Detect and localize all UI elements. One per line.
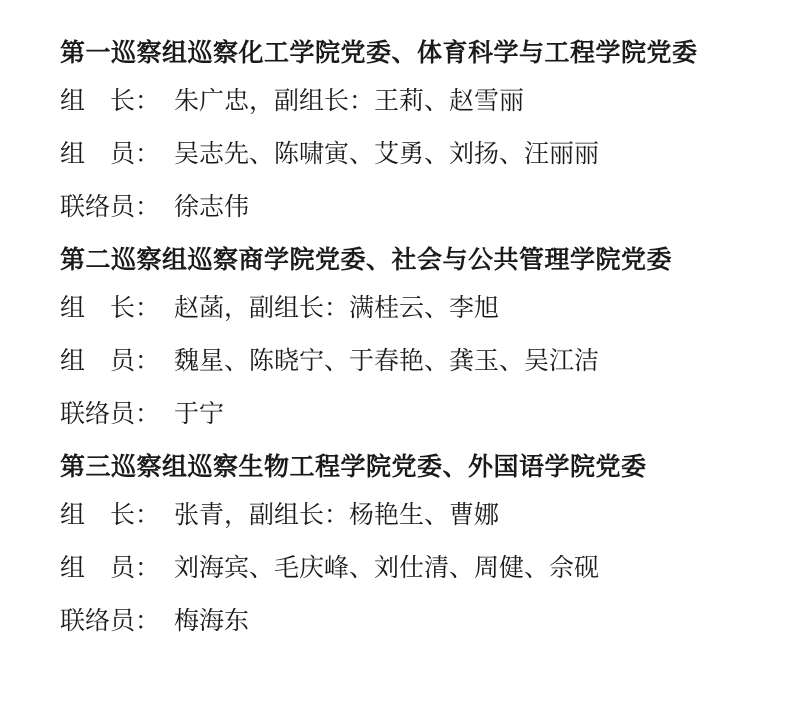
liaison-label: 联络员： (60, 192, 161, 221)
liaison-value: 于宁 (174, 399, 225, 428)
members-line (60, 139, 780, 192)
liaison-value: 梅海东 (174, 606, 250, 635)
members-line (60, 346, 780, 399)
leader-value: 朱广忠，副组长：王莉、赵雪丽 (174, 86, 525, 115)
leader-label: 组 长： (60, 293, 161, 322)
members-value: 吴志先、陈啸寅、艾勇、刘扬、汪丽丽 (174, 139, 600, 168)
members-value: 魏星、陈晓宁、于春艳、龚玉、吴江洁 (174, 346, 600, 375)
liaison-line (60, 192, 780, 245)
leader-label: 组 长： (60, 86, 161, 115)
liaison-value: 徐志伟 (174, 192, 250, 221)
leader-value: 张青，副组长：杨艳生、曹娜 (174, 500, 500, 529)
liaison-label: 联络员： (60, 606, 161, 635)
members-label: 组 员： (60, 346, 161, 375)
leader-line (60, 86, 780, 139)
group-title: 第一巡察组巡察化工学院党委、体育科学与工程学院党委 (60, 38, 698, 67)
liaison-line (60, 399, 780, 452)
members-label: 组 员： (60, 553, 161, 582)
inspection-group-2 (60, 245, 780, 452)
leader-label: 组 长： (60, 500, 161, 529)
members-line (60, 553, 780, 606)
leader-line (60, 500, 780, 553)
leader-value: 赵菡，副组长：满桂云、李旭 (174, 293, 500, 322)
liaison-line (60, 606, 780, 659)
group-title: 第二巡察组巡察商学院党委、社会与公共管理学院党委 (60, 245, 673, 274)
inspection-group-1 (60, 38, 780, 245)
document-body (60, 38, 780, 659)
inspection-group-3 (60, 452, 780, 659)
group-title: 第三巡察组巡察生物工程学院党委、外国语学院党委 (60, 452, 647, 481)
members-value: 刘海宾、毛庆峰、刘仕清、周健、佘砚 (174, 553, 600, 582)
liaison-label: 联络员： (60, 399, 161, 428)
members-label: 组 员： (60, 139, 161, 168)
leader-line (60, 293, 780, 346)
